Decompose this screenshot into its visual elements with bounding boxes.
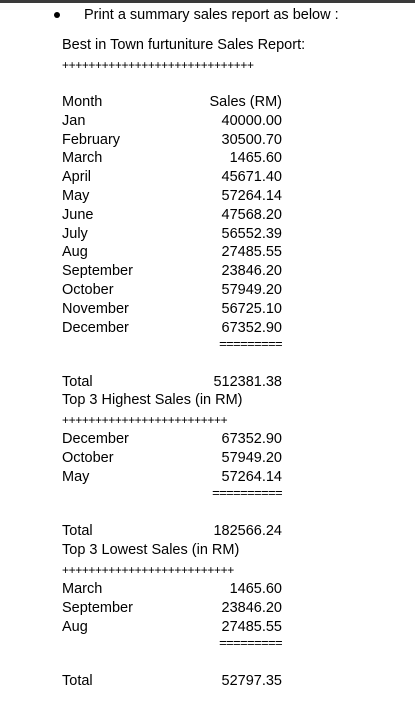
report-plus-divider: +++++++++++++++++++++++++++++ xyxy=(62,58,254,72)
report-title: Best in Town furtuniture Sales Report: xyxy=(62,37,306,53)
month-label: April xyxy=(62,169,92,186)
sales-value: 30500.70 xyxy=(221,131,282,148)
month-label: Aug xyxy=(62,618,88,635)
sales-value: 57949.20 xyxy=(221,281,282,298)
sales-value: 67352.90 xyxy=(221,431,282,447)
sales-value: 67352.90 xyxy=(221,319,282,336)
month-label: July xyxy=(62,225,88,242)
equals-line: ========== xyxy=(212,485,282,501)
sales-report xyxy=(62,36,306,392)
table-row xyxy=(62,112,282,131)
table-row xyxy=(62,300,282,319)
total-value: 52797.35 xyxy=(221,673,282,690)
total-label: Total xyxy=(62,523,93,540)
table-row xyxy=(62,149,282,168)
sales-value: 56552.39 xyxy=(221,225,282,242)
header-month: Month xyxy=(62,94,103,110)
sales-value: 40000.00 xyxy=(221,112,282,129)
month-label: May xyxy=(62,468,90,485)
month-label: December xyxy=(62,431,129,447)
table-row xyxy=(62,206,282,225)
lowest-equals-divider xyxy=(62,636,282,652)
month-label: September xyxy=(62,599,133,616)
lowest-plus-divider: ++++++++++++++++++++++++++ xyxy=(62,563,234,577)
table-row xyxy=(62,262,282,281)
month-label: Jan xyxy=(62,112,86,129)
report-total-row xyxy=(62,373,282,392)
month-label: February xyxy=(62,131,121,148)
sales-value: 1465.60 xyxy=(229,150,282,167)
month-label: September xyxy=(62,263,133,280)
highest-equals-divider xyxy=(62,486,282,502)
top-border-line xyxy=(0,0,415,3)
sales-value: 1465.60 xyxy=(229,581,282,597)
sales-value: 45671.40 xyxy=(221,169,282,186)
highest-plus-divider: +++++++++++++++++++++++++ xyxy=(62,413,228,427)
top3-lowest-section xyxy=(62,541,282,691)
sales-value: 27485.55 xyxy=(221,244,282,261)
total-value: 182566.24 xyxy=(213,523,282,540)
table-row xyxy=(62,580,282,599)
table-row xyxy=(62,281,282,300)
bullet-dot-icon xyxy=(54,12,60,18)
intro-text: Print a summary sales report as below : xyxy=(84,7,339,23)
top3-highest-section xyxy=(62,391,282,541)
table-row xyxy=(62,599,282,618)
sales-value: 27485.55 xyxy=(221,618,282,635)
total-value: 512381.38 xyxy=(213,374,282,391)
lowest-title: Top 3 Lowest Sales (in RM) xyxy=(62,542,240,558)
sales-value: 57264.14 xyxy=(221,187,282,204)
sales-value: 47568.20 xyxy=(221,206,282,223)
lowest-total-row xyxy=(62,672,282,691)
month-label: June xyxy=(62,206,94,223)
month-label: March xyxy=(62,150,103,167)
header-sales: Sales (RM) xyxy=(209,94,282,110)
sales-value: 23846.20 xyxy=(221,263,282,280)
table-row xyxy=(62,243,282,262)
total-label: Total xyxy=(62,374,93,391)
total-label: Total xyxy=(62,673,93,690)
sales-value: 23846.20 xyxy=(221,599,282,616)
report-equals-divider xyxy=(62,337,282,353)
month-label: March xyxy=(62,581,103,597)
report-header-row xyxy=(62,93,282,112)
month-label: October xyxy=(62,281,114,298)
month-label: Aug xyxy=(62,244,88,261)
month-label: December xyxy=(62,319,129,336)
highest-title: Top 3 Highest Sales (in RM) xyxy=(62,392,243,408)
month-label: May xyxy=(62,187,90,204)
sales-value: 57264.14 xyxy=(221,468,282,485)
table-row xyxy=(62,168,282,187)
table-row xyxy=(62,187,282,206)
equals-line: ========= xyxy=(219,635,282,651)
table-row xyxy=(62,430,282,449)
equals-line: ========= xyxy=(219,336,282,352)
table-row xyxy=(62,225,282,244)
table-row xyxy=(62,131,282,150)
table-row xyxy=(62,449,282,468)
month-label: November xyxy=(62,300,129,317)
month-label: October xyxy=(62,449,114,466)
sales-value: 57949.20 xyxy=(221,449,282,466)
sales-value: 56725.10 xyxy=(221,300,282,317)
highest-total-row xyxy=(62,522,282,541)
